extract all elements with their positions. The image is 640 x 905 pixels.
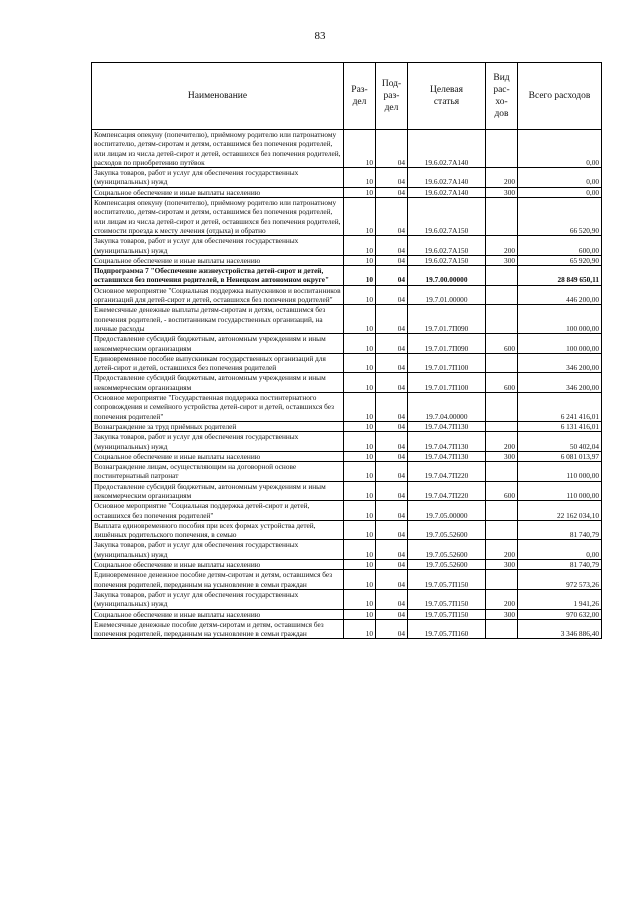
- row-total-cell: 81 740,79: [518, 520, 602, 540]
- row-name-cell: Основное мероприятие "Государственная поддержка постинтернатного сопровождения и семейного устройства детей-сирот и детей, оставшихся без попечения родителей": [92, 393, 344, 422]
- row-subsection-cell: 04: [376, 393, 408, 422]
- row-type-cell: [486, 305, 518, 334]
- row-type-cell: [486, 520, 518, 540]
- row-total-cell: 22 162 034,10: [518, 501, 602, 521]
- row-total-cell: 50 402,04: [518, 432, 602, 452]
- row-subsection-cell: 04: [376, 619, 408, 639]
- row-target-cell: 19.7.01.7П100: [408, 353, 486, 373]
- row-total-cell: 446 200,00: [518, 285, 602, 305]
- row-total-cell: 28 849 650,11: [518, 266, 602, 286]
- row-total-cell: 0,00: [518, 168, 602, 188]
- table-row: [92, 570, 602, 590]
- table-row: [92, 619, 602, 639]
- table-row: [92, 520, 602, 540]
- row-total-cell: 970 632,00: [518, 609, 602, 619]
- row-target-cell: 19.6.02.7А140: [408, 130, 486, 168]
- row-total-cell: 346 200,00: [518, 373, 602, 393]
- row-section-cell: 10: [344, 305, 376, 334]
- row-type-cell: 200: [486, 589, 518, 609]
- row-subsection-cell: 04: [376, 481, 408, 501]
- row-subsection-cell: 04: [376, 432, 408, 452]
- row-subsection-cell: 04: [376, 236, 408, 256]
- row-total-cell: 600,00: [518, 236, 602, 256]
- row-target-cell: 19.6.02.7А140: [408, 168, 486, 188]
- row-name-cell: Социальное обеспечение и иные выплаты населению: [92, 187, 344, 197]
- row-type-cell: [486, 421, 518, 431]
- row-target-cell: 19.7.04.7П130: [408, 421, 486, 431]
- row-section-cell: 10: [344, 570, 376, 590]
- row-section-cell: 10: [344, 619, 376, 639]
- row-target-cell: 19.7.00.00000: [408, 266, 486, 286]
- row-name-cell: Подпрограмма 7 "Обеспечение жизнеустройства детей-сирот и детей, оставшихся без попечения родителей, в Ненецком автономном округе": [92, 266, 344, 286]
- row-section-cell: 10: [344, 334, 376, 354]
- row-name-cell: Предоставление субсидий бюджетным, автономным учреждениям и иным некоммерческим организациям: [92, 373, 344, 393]
- row-subsection-cell: 04: [376, 421, 408, 431]
- table-row: [92, 236, 602, 256]
- row-type-cell: 600: [486, 481, 518, 501]
- row-section-cell: 10: [344, 198, 376, 236]
- row-type-cell: 200: [486, 236, 518, 256]
- row-section-cell: 10: [344, 501, 376, 521]
- row-subsection-cell: 04: [376, 255, 408, 265]
- row-target-cell: 19.7.04.7П130: [408, 432, 486, 452]
- row-section-cell: 10: [344, 609, 376, 619]
- row-subsection-cell: 04: [376, 334, 408, 354]
- row-subsection-cell: 04: [376, 501, 408, 521]
- row-subsection-cell: 04: [376, 560, 408, 570]
- row-section-cell: 10: [344, 168, 376, 188]
- table-row: [92, 285, 602, 305]
- row-section-cell: 10: [344, 520, 376, 540]
- table-row: [92, 168, 602, 188]
- row-total-cell: 1 941,26: [518, 589, 602, 609]
- row-target-cell: 19.7.05.7П150: [408, 570, 486, 590]
- table-row: [92, 198, 602, 236]
- row-section-cell: 10: [344, 353, 376, 373]
- row-section-cell: 10: [344, 462, 376, 482]
- row-total-cell: 6 131 416,01: [518, 421, 602, 431]
- row-name-cell: Предоставление субсидий бюджетным, автономным учреждениям и иным некоммерческим организациям: [92, 481, 344, 501]
- row-target-cell: 19.7.01.00000: [408, 285, 486, 305]
- row-section-cell: 10: [344, 393, 376, 422]
- table-row: [92, 334, 602, 354]
- row-target-cell: 19.7.01.7П090: [408, 305, 486, 334]
- table-row: [92, 421, 602, 431]
- table-row: [92, 266, 602, 286]
- row-total-cell: 6 081 013,97: [518, 451, 602, 461]
- row-type-cell: 200: [486, 540, 518, 560]
- row-type-cell: [486, 198, 518, 236]
- row-subsection-cell: 04: [376, 520, 408, 540]
- header-subsection: Под- раз- дел: [376, 63, 408, 130]
- table-row: [92, 432, 602, 452]
- row-name-cell: Закупка товаров, работ и услуг для обеспечения государственных (муниципальных) нужд: [92, 236, 344, 256]
- row-type-cell: 300: [486, 255, 518, 265]
- table-row: [92, 255, 602, 265]
- row-name-cell: Предоставление субсидий бюджетным, автономным учреждениям и иным некоммерческим организациям: [92, 334, 344, 354]
- row-target-cell: 19.7.05.7П160: [408, 619, 486, 639]
- row-subsection-cell: 04: [376, 305, 408, 334]
- row-section-cell: 10: [344, 285, 376, 305]
- header-name: Наименование: [92, 63, 344, 130]
- row-total-cell: 65 920,90: [518, 255, 602, 265]
- table-row: [92, 373, 602, 393]
- row-subsection-cell: 04: [376, 198, 408, 236]
- row-total-cell: 110 000,00: [518, 481, 602, 501]
- table-row: [92, 393, 602, 422]
- table-row: [92, 589, 602, 609]
- row-target-cell: 19.7.04.7П220: [408, 481, 486, 501]
- table-row: [92, 462, 602, 482]
- table-header-row: [92, 63, 602, 130]
- row-total-cell: 3 346 886,40: [518, 619, 602, 639]
- row-name-cell: Социальное обеспечение и иные выплаты населению: [92, 255, 344, 265]
- row-section-cell: 10: [344, 540, 376, 560]
- row-section-cell: 10: [344, 421, 376, 431]
- row-subsection-cell: 04: [376, 462, 408, 482]
- budget-table: [91, 62, 602, 639]
- table-row: [92, 187, 602, 197]
- row-name-cell: Социальное обеспечение и иные выплаты населению: [92, 451, 344, 461]
- table-row: [92, 560, 602, 570]
- row-target-cell: 19.7.05.00000: [408, 501, 486, 521]
- header-total: Всего расходов: [518, 63, 602, 130]
- header-section: Раз- дел: [344, 63, 376, 130]
- row-name-cell: Закупка товаров, работ и услуг для обеспечения государственных (муниципальных) нужд: [92, 432, 344, 452]
- row-section-cell: 10: [344, 255, 376, 265]
- row-name-cell: Социальное обеспечение и иные выплаты населению: [92, 609, 344, 619]
- row-total-cell: 0,00: [518, 130, 602, 168]
- row-total-cell: 110 000,00: [518, 462, 602, 482]
- row-total-cell: 66 520,90: [518, 198, 602, 236]
- row-target-cell: 19.7.01.7П100: [408, 373, 486, 393]
- row-subsection-cell: 04: [376, 373, 408, 393]
- row-total-cell: 0,00: [518, 540, 602, 560]
- row-name-cell: Вознаграждение лицам, осуществляющим на договорной основе постинтернатный патронат: [92, 462, 344, 482]
- table-row: [92, 130, 602, 168]
- row-target-cell: 19.7.04.7П130: [408, 451, 486, 461]
- row-target-cell: 19.6.02.7А150: [408, 236, 486, 256]
- row-name-cell: Компенсация опекуну (попечителю), приёмному родителю или патронатному воспитателю, детям-сиротам и детям, оставшимся без попечения родителей, или лицам из числа детей-сирот и детей, оставшихся без попечения родителей, расходов по приобретению путёвок: [92, 130, 344, 168]
- header-expense-type: Вид рас- хо- дов: [486, 63, 518, 130]
- row-subsection-cell: 04: [376, 168, 408, 188]
- row-type-cell: 600: [486, 334, 518, 354]
- row-section-cell: 10: [344, 130, 376, 168]
- row-section-cell: 10: [344, 266, 376, 286]
- row-subsection-cell: 04: [376, 589, 408, 609]
- row-target-cell: 19.7.05.7П150: [408, 609, 486, 619]
- page-number: 83: [314, 30, 326, 42]
- table-row: [92, 353, 602, 373]
- row-total-cell: 100 000,00: [518, 305, 602, 334]
- row-name-cell: Основное мероприятие "Социальная поддержка детей-сирот и детей, оставшихся без попечения родителей": [92, 501, 344, 521]
- row-type-cell: [486, 393, 518, 422]
- row-total-cell: 81 740,79: [518, 560, 602, 570]
- header-target: Целевая статья: [408, 63, 486, 130]
- row-total-cell: 100 000,00: [518, 334, 602, 354]
- row-name-cell: Закупка товаров, работ и услуг для обеспечения государственных (муниципальных) нужд: [92, 589, 344, 609]
- row-target-cell: 19.7.04.00000: [408, 393, 486, 422]
- row-section-cell: 10: [344, 481, 376, 501]
- row-type-cell: 300: [486, 451, 518, 461]
- table-row: [92, 481, 602, 501]
- row-name-cell: Социальное обеспечение и иные выплаты населению: [92, 560, 344, 570]
- row-target-cell: 19.6.02.7А140: [408, 187, 486, 197]
- row-subsection-cell: 04: [376, 187, 408, 197]
- row-type-cell: [486, 501, 518, 521]
- row-section-cell: 10: [344, 432, 376, 452]
- row-type-cell: [486, 130, 518, 168]
- row-type-cell: [486, 570, 518, 590]
- table-row: [92, 451, 602, 461]
- row-section-cell: 10: [344, 373, 376, 393]
- table-row: [92, 609, 602, 619]
- row-total-cell: 346 200,00: [518, 353, 602, 373]
- row-subsection-cell: 04: [376, 540, 408, 560]
- row-section-cell: 10: [344, 236, 376, 256]
- table-row: [92, 540, 602, 560]
- table-row: [92, 305, 602, 334]
- row-name-cell: Компенсация опекуну (попечителю), приёмному родителю или патронатному воспитателю, детям-сиротам и детям, оставшимся без попечения родителей, или лицам из числа детей-сирот и детей, оставшихся без попечения родителей, стоимости проезда к месту лечения (отдыха) и обратно: [92, 198, 344, 236]
- row-type-cell: [486, 462, 518, 482]
- row-type-cell: [486, 619, 518, 639]
- row-target-cell: 19.7.05.52600: [408, 560, 486, 570]
- row-total-cell: 0,00: [518, 187, 602, 197]
- row-target-cell: 19.7.05.52600: [408, 520, 486, 540]
- row-type-cell: 600: [486, 373, 518, 393]
- row-name-cell: Закупка товаров, работ и услуг для обеспечения государственных (муниципальных) нужд: [92, 540, 344, 560]
- row-subsection-cell: 04: [376, 130, 408, 168]
- row-section-cell: 10: [344, 451, 376, 461]
- row-type-cell: 300: [486, 187, 518, 197]
- row-name-cell: Вознаграждение за труд приёмных родителей: [92, 421, 344, 431]
- row-subsection-cell: 04: [376, 285, 408, 305]
- row-name-cell: Ежемесячные денежные выплаты детям-сиротам и детям, оставшимся без попечения родителей, - воспитанникам государственных организаций, на личные расходы: [92, 305, 344, 334]
- row-section-cell: 10: [344, 589, 376, 609]
- row-section-cell: 10: [344, 560, 376, 570]
- row-subsection-cell: 04: [376, 266, 408, 286]
- row-subsection-cell: 04: [376, 570, 408, 590]
- row-name-cell: Единовременное денежное пособие детям-сиротам и детям, оставшимся без попечения родителей, переданным на усыновление в семьи граждан: [92, 570, 344, 590]
- row-name-cell: Закупка товаров, работ и услуг для обеспечения государственных (муниципальных) нужд: [92, 168, 344, 188]
- row-name-cell: Основное мероприятие "Социальная поддержка выпускников и воспитанников организаций для детей-сирот и детей, оставшихся без попечения родителей": [92, 285, 344, 305]
- row-type-cell: 300: [486, 560, 518, 570]
- table-row: [92, 501, 602, 521]
- row-section-cell: 10: [344, 187, 376, 197]
- row-target-cell: 19.7.01.7П090: [408, 334, 486, 354]
- row-name-cell: Единовременное пособие выпускникам государственных организаций для детей-сирот и детей, оставшихся без попечения родителей: [92, 353, 344, 373]
- row-target-cell: 19.6.02.7А150: [408, 198, 486, 236]
- row-name-cell: Выплата единовременного пособия при всех формах устройства детей, лишённых родительского попечения, в семью: [92, 520, 344, 540]
- row-subsection-cell: 04: [376, 609, 408, 619]
- row-total-cell: 972 573,26: [518, 570, 602, 590]
- row-target-cell: 19.7.05.7П150: [408, 589, 486, 609]
- row-subsection-cell: 04: [376, 451, 408, 461]
- row-type-cell: 200: [486, 432, 518, 452]
- row-subsection-cell: 04: [376, 353, 408, 373]
- row-target-cell: 19.7.04.7П220: [408, 462, 486, 482]
- row-name-cell: Ежемесячные денежные пособие детям-сиротам и детям, оставшимся без попечения родителей, переданным на усыновление в семьи граждан: [92, 619, 344, 639]
- row-type-cell: [486, 285, 518, 305]
- row-type-cell: 300: [486, 609, 518, 619]
- row-total-cell: 6 241 416,01: [518, 393, 602, 422]
- row-type-cell: [486, 353, 518, 373]
- row-type-cell: 200: [486, 168, 518, 188]
- row-type-cell: [486, 266, 518, 286]
- row-target-cell: 19.7.05.52600: [408, 540, 486, 560]
- row-target-cell: 19.6.02.7А150: [408, 255, 486, 265]
